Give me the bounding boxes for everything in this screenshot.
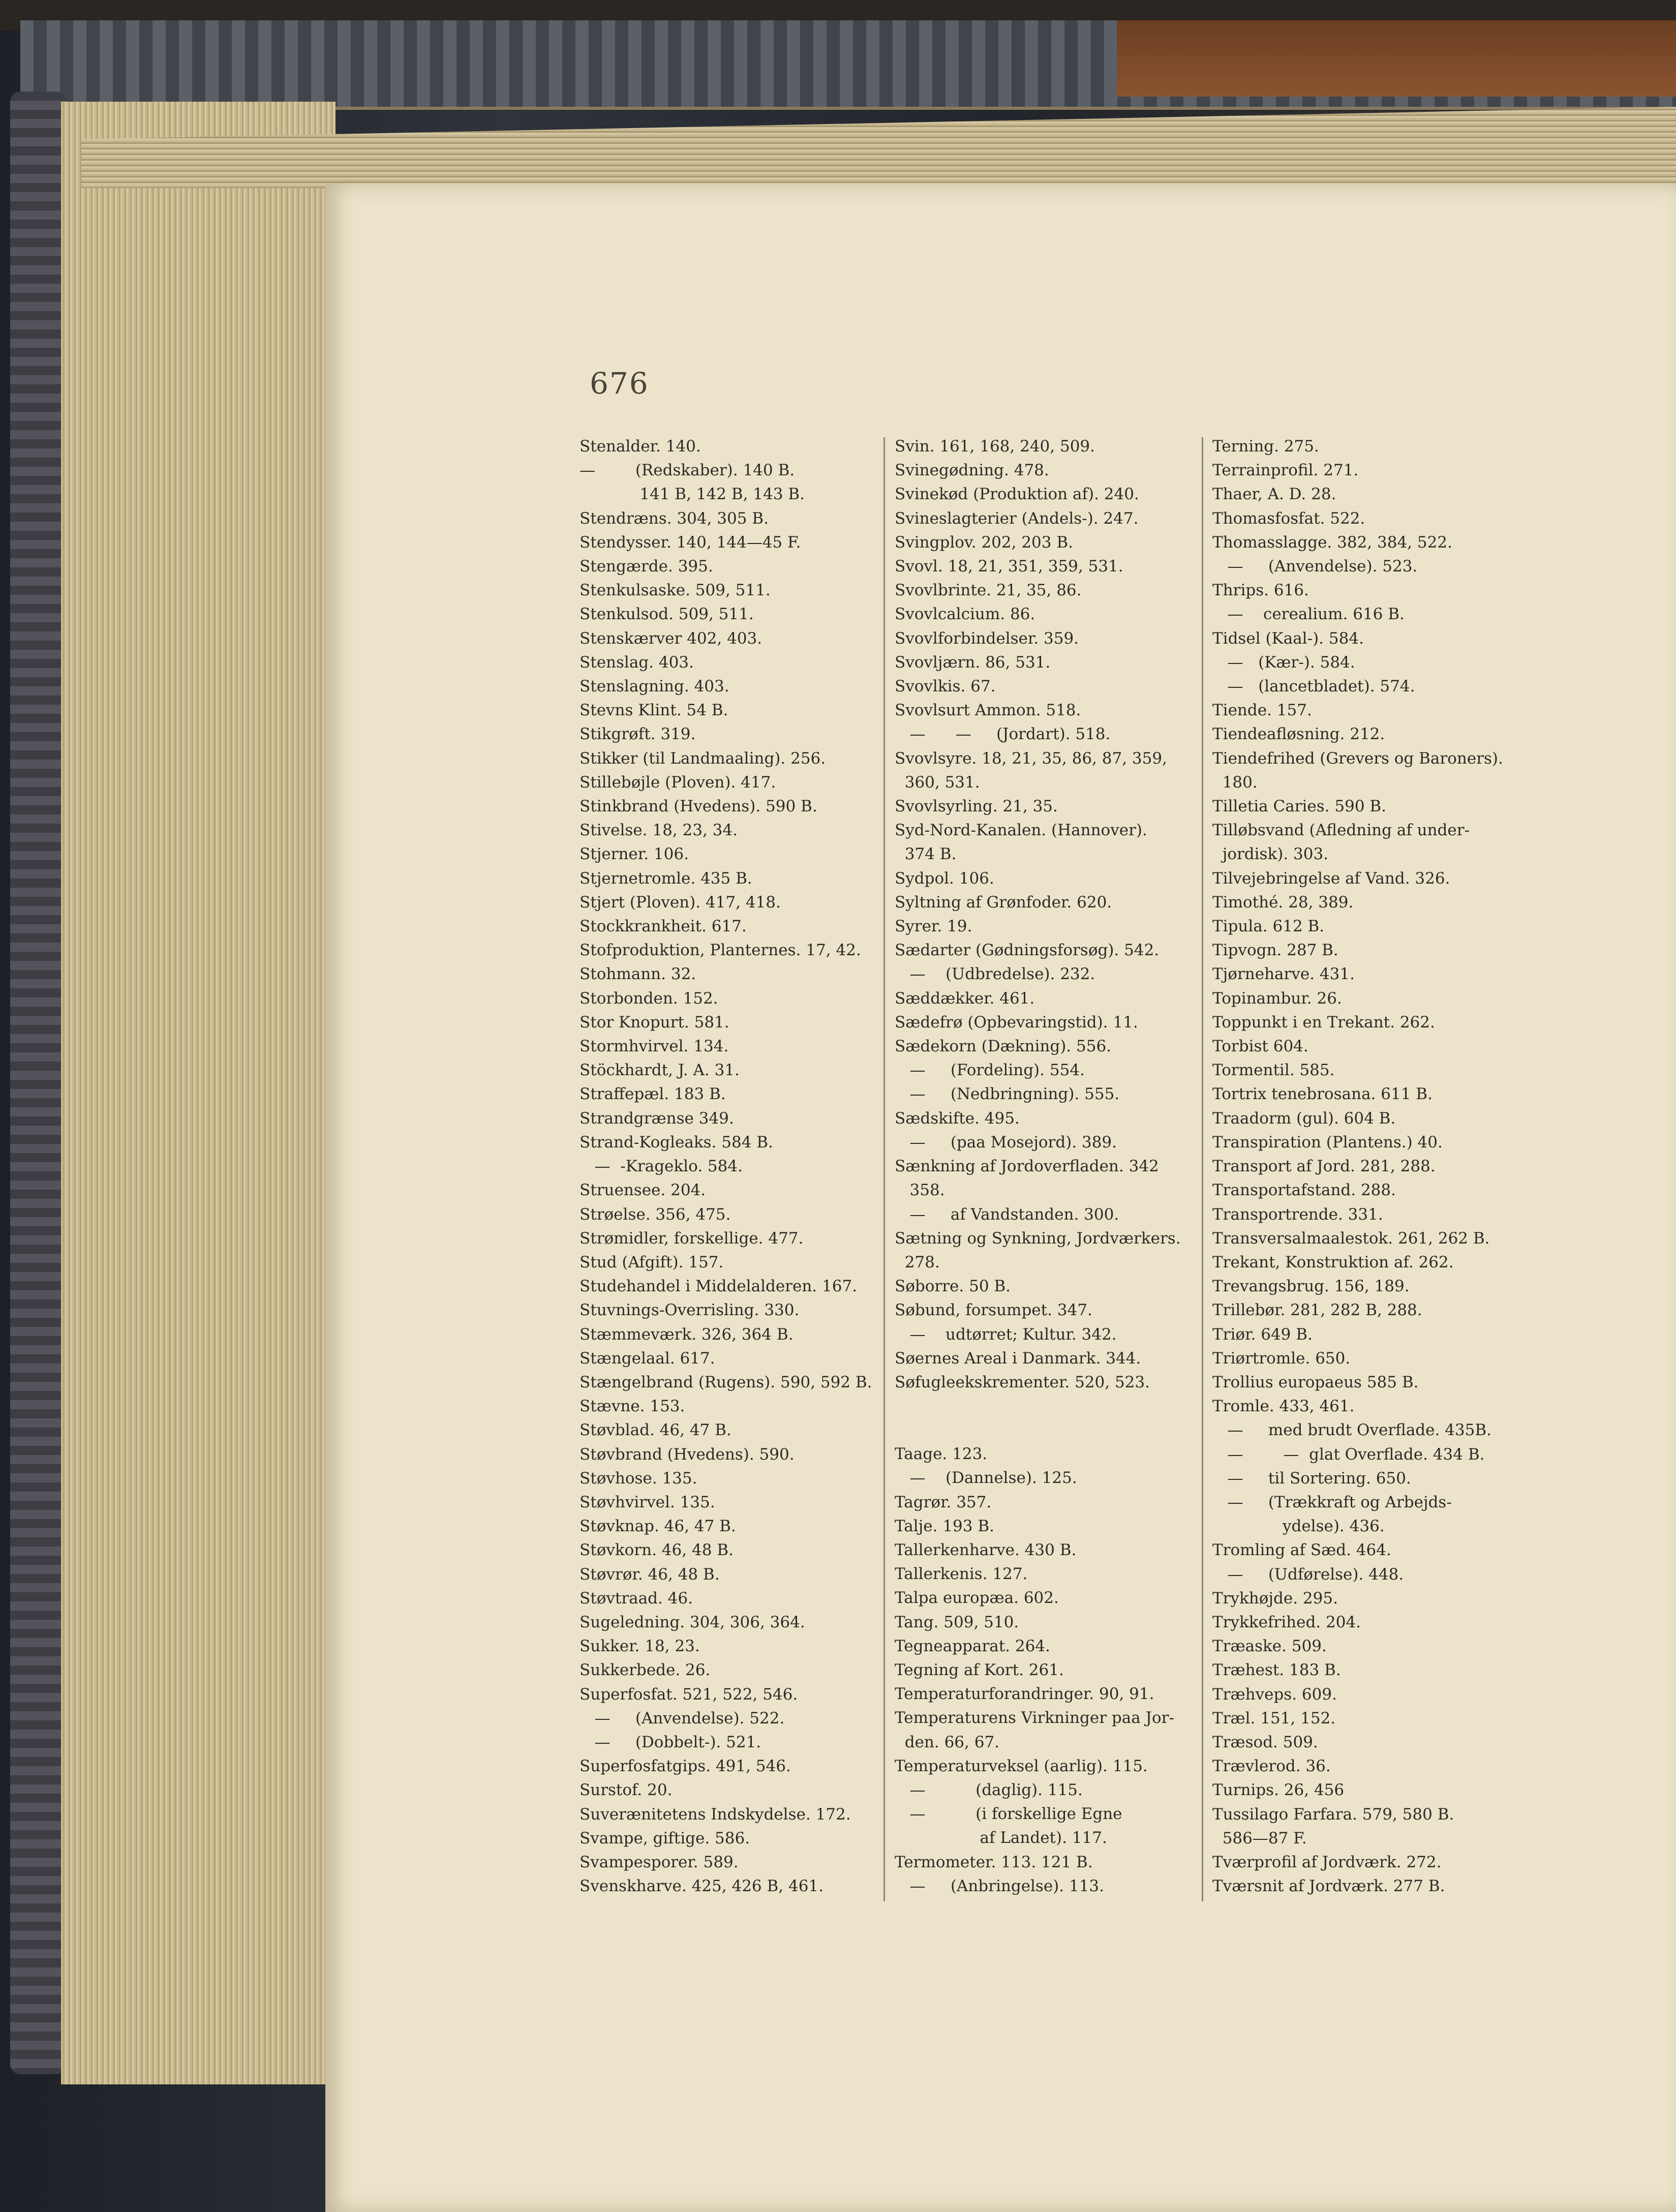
index-entry: Stævne. 153. (580, 1397, 685, 1416)
index-entry: Træsod. 509. (1212, 1733, 1318, 1751)
index-entry: — udtørret; Kultur. 342. (895, 1325, 1117, 1344)
index-entry: Transportafstand. 288. (1212, 1181, 1396, 1200)
index-entry: Svovlbrinte. 21, 35, 86. (895, 581, 1082, 600)
index-entry: Superfosfatgips. 491, 546. (580, 1757, 791, 1776)
index-entry: Triør. 649 B. (1212, 1325, 1313, 1344)
index-entry: — af Vandstanden. 300. (895, 1205, 1119, 1224)
index-entry: Tiendefrihed (Grevers og Baroners). (1212, 749, 1503, 768)
index-entry: — til Sortering. 650. (1212, 1469, 1411, 1488)
index-entry: Transversalmaalestok. 261, 262 B. (1212, 1229, 1490, 1248)
index-entry: Suverænitetens Indskydelse. 172. (580, 1805, 851, 1824)
index-entry: Stuvnings-Overrisling. 330. (580, 1301, 800, 1320)
index-entry: Syrer. 19. (895, 917, 972, 936)
index-entry: Støvhose. 135. (580, 1469, 697, 1488)
index-entry: Sukker. 18, 23. (580, 1637, 700, 1656)
index-entry: Terning. 275. (1212, 437, 1319, 456)
index-entry: — (paa Mosejord). 389. (895, 1133, 1117, 1152)
index-entry: Tiendeafløsning. 212. (1212, 725, 1385, 744)
index-entry: Stikker (til Landmaaling). 256. (580, 749, 826, 768)
index-entry: Stenalder. 140. (580, 437, 701, 456)
index-entry: Tortrix tenebrosana. 611 B. (1212, 1085, 1433, 1104)
index-entry: — — glat Overflade. 434 B. (1212, 1445, 1485, 1464)
index-entry: Thaer, A. D. 28. (1212, 485, 1336, 504)
index-entry: Tang. 509, 510. (895, 1613, 1019, 1631)
index-entry: Trillebør. 281, 282 B, 288. (1212, 1301, 1422, 1320)
index-entry: — (Fordeling). 554. (895, 1061, 1085, 1080)
index-entry: — (Trækkraft og Arbejds- (1212, 1493, 1452, 1511)
index-entry: Trekant, Konstruktion af. 262. (1212, 1253, 1454, 1271)
index-entry: Tallerkenharve. 430 B. (895, 1540, 1077, 1559)
index-entry: — (Dannelse). 125. (895, 1469, 1077, 1488)
index-entry: 360, 531. (895, 773, 980, 792)
index-entry: Stikgrøft. 319. (580, 725, 696, 744)
index-entry: Stivelse. 18, 23, 34. (580, 821, 738, 840)
index-entry: Stenslag. 403. (580, 653, 694, 672)
index-entry: Stöckhardt, J. A. 31. (580, 1061, 740, 1080)
index-entry: Støvkorn. 46, 48 B. (580, 1541, 734, 1560)
index-entry: Søborre. 50 B. (895, 1277, 1011, 1296)
index-entry: Termometer. 113. 121 B. (895, 1853, 1093, 1871)
index-entry: Terrainprofil. 271. (1212, 461, 1359, 480)
index-entry: Stenkulsaske. 509, 511. (580, 581, 771, 600)
index-entry: Støvhvirvel. 135. (580, 1493, 715, 1511)
index-entry: Støvbrand (Hvedens). 590. (580, 1445, 795, 1464)
index-entry: Tiende. 157. (1212, 701, 1312, 720)
index-entry: Tilvejebringelse af Vand. 326. (1212, 869, 1450, 888)
page-edges-left (61, 102, 336, 2084)
index-entry: Turnips. 26, 456 (1212, 1781, 1345, 1800)
index-entry: Talje. 193 B. (895, 1517, 994, 1535)
book-headband (20, 20, 1676, 110)
index-entry: Stor Knopurt. 581. (580, 1013, 729, 1032)
index-entry: Svovlcalcium. 86. (895, 605, 1035, 624)
index-column-1 (580, 435, 879, 1898)
index-entry: Svovlsyrling. 21, 35. (895, 797, 1058, 816)
index-entry: den. 66, 67. (895, 1733, 1000, 1751)
index-entry: af Landet). 117. (895, 1829, 1107, 1847)
column-rule-1 (883, 437, 885, 1901)
index-entry: Sæddækker. 461. (895, 989, 1035, 1008)
index-entry: Stendysser. 140, 144—45 F. (580, 533, 801, 552)
index-entry: Stohmann. 32. (580, 965, 696, 984)
index-entry: Tipula. 612 B. (1212, 917, 1325, 936)
index-entry: Strøelse. 356, 475. (580, 1205, 731, 1224)
index-entry: Superfosfat. 521, 522, 546. (580, 1685, 798, 1704)
index-entry: Transport af Jord. 281, 288. (1212, 1157, 1436, 1176)
index-entry: Stofproduktion, Planternes. 17, 42. (580, 941, 861, 960)
index-entry: Temperaturens Virkninger paa Jor- (895, 1709, 1174, 1728)
index-entry: Svineslagterier (Andels-). 247. (895, 509, 1139, 528)
index-entry: — (lancetbladet). 574. (1212, 677, 1415, 696)
index-entry: Stud (Afgift). 157. (580, 1253, 724, 1271)
index-entry: Sædefrø (Opbevaringstid). 11. (895, 1013, 1138, 1032)
index-entry: Trevangsbrug. 156, 189. (1212, 1277, 1410, 1296)
index-entry: Triørtromle. 650. (1212, 1349, 1351, 1368)
index-entry: Sænkning af Jordoverfladen. 342 (895, 1157, 1159, 1176)
index-entry: Svin. 161, 168, 240, 509. (895, 437, 1095, 456)
index-entry: Svovlsyre. 18, 21, 35, 86, 87, 359, (895, 749, 1167, 768)
index-entry: Storbonden. 152. (580, 989, 718, 1008)
index-entry: Surstof. 20. (580, 1781, 673, 1800)
index-entry: Tromling af Sæd. 464. (1212, 1541, 1391, 1560)
index-entry: Tværprofil af Jordværk. 272. (1212, 1853, 1442, 1871)
index-entry: Støvblad. 46, 47 B. (580, 1421, 732, 1440)
index-entry: Syd-Nord-Kanalen. (Hannover). (895, 821, 1147, 840)
index-entry: Timothé. 28, 389. (1212, 893, 1354, 912)
index-entry: — cerealium. 616 B. (1212, 605, 1405, 624)
index-entry: Svinegødning. 478. (895, 461, 1049, 480)
index-entry: Stillebøjle (Ploven). 417. (580, 773, 776, 792)
index-entry: Svenskharve. 425, 426 B, 461. (580, 1877, 824, 1896)
index-entry: Søfugleekskrementer. 520, 523. (895, 1373, 1150, 1391)
index-entry: Strand-Kogleaks. 584 B. (580, 1133, 773, 1152)
index-entry: Tjørneharve. 431. (1212, 965, 1355, 984)
index-entry: — (Anbringelse). 113. (895, 1876, 1105, 1895)
index-entry: 374 B. (895, 845, 957, 864)
index-entry: — (Redskaber). 140 B. (580, 461, 795, 480)
index-entry: Støvknap. 46, 47 B. (580, 1517, 736, 1536)
index-entry: Stengærde. 395. (580, 557, 713, 576)
index-entry: Temperaturforandringer. 90, 91. (895, 1685, 1154, 1704)
index-entry: Tipvogn. 287 B. (1212, 941, 1338, 960)
index-entry: Tagrør. 357. (895, 1493, 992, 1511)
index-entry: Straffepæl. 183 B. (580, 1085, 726, 1104)
index-entry: Stængelbrand (Rugens). 590, 592 B. (580, 1373, 872, 1391)
index-entry: Studehandel i Middelalderen. 167. (580, 1277, 858, 1296)
index-entry: Tromle. 433, 461. (1212, 1397, 1355, 1416)
index-entry: Søernes Areal i Danmark. 344. (895, 1349, 1141, 1368)
column-rule-2 (1202, 437, 1203, 1901)
index-entry: Svovljærn. 86, 531. (895, 653, 1051, 672)
index-entry: Thomasfosfat. 522. (1212, 509, 1365, 528)
index-entry: — (Anvendelse). 523. (1212, 557, 1418, 576)
index-entry: Torbist 604. (1212, 1037, 1308, 1056)
index-entry: — (Nedbringning). 555. (895, 1085, 1120, 1104)
index-entry: Støvrør. 46, 48 B. (580, 1565, 720, 1584)
index-entry: Stenslagning. 403. (580, 677, 729, 696)
index-entry: Stormhvirvel. 134. (580, 1037, 729, 1056)
index-entry: Transpiration (Plantens.) 40. (1212, 1133, 1443, 1152)
index-entry: ydelse). 436. (1212, 1517, 1385, 1536)
index-entry: Stjert (Ploven). 417, 418. (580, 893, 781, 912)
index-entry: Træaske. 509. (1212, 1637, 1327, 1656)
index-entry: Sukkerbede. 26. (580, 1661, 711, 1680)
index-entry: 586—87 F. (1212, 1829, 1307, 1847)
index-entry: Træhveps. 609. (1212, 1685, 1337, 1704)
index-entry: Sydpol. 106. (895, 869, 994, 888)
index-entry: Tidsel (Kaal-). 584. (1212, 629, 1364, 648)
index-entry: Talpa europæa. 602. (895, 1589, 1059, 1608)
index-entry: Træl. 151, 152. (1212, 1709, 1336, 1728)
index-entry: Tegneapparat. 264. (895, 1637, 1050, 1655)
index-entry: Toppunkt i en Trekant. 262. (1212, 1013, 1435, 1032)
index-entry: Sædskifte. 495. (895, 1109, 1020, 1128)
index-entry: Traadorm (gul). 604 B. (1212, 1109, 1396, 1128)
index-entry: — (Dobbelt-). 521. (580, 1733, 761, 1751)
index-entry: Stjernetromle. 435 B. (580, 869, 752, 888)
index-entry: Søbund, forsumpet. 347. (895, 1301, 1092, 1320)
index-entry: Svinekød (Produktion af). 240. (895, 485, 1139, 504)
index-entry: Trollius europaeus 585 B. (1212, 1373, 1419, 1391)
index-entry: Tegning af Kort. 261. (895, 1660, 1064, 1679)
index-entry: Støvtraad. 46. (580, 1589, 693, 1608)
index-entry: Trykkefrihed. 204. (1212, 1613, 1361, 1631)
index-entry: Tilletia Caries. 590 B. (1212, 797, 1387, 816)
index-entry: Stenskærver 402, 403. (580, 629, 763, 648)
index-entry: Svovlkis. 67. (895, 677, 996, 696)
page-number: 676 (590, 366, 649, 401)
index-entry: Trykhøjde. 295. (1212, 1589, 1338, 1608)
index-entry: 358. (895, 1181, 945, 1200)
index-entry: — (daglig). 115. (895, 1780, 1083, 1799)
index-entry: Svovlsurt Ammon. 518. (895, 701, 1081, 720)
index-entry: — (Udbredelse). 232. (895, 965, 1095, 984)
index-entry: Sætning og Synkning, Jordværkers. (895, 1229, 1181, 1248)
index-entry: Tilløbsvand (Afledning af under- (1212, 821, 1470, 840)
index-entry: Taage. 123. (895, 1445, 988, 1464)
index-entry: Stockkrankheit. 617. (580, 917, 747, 936)
index-column-3 (1212, 435, 1517, 1898)
index-entry: 278. (895, 1253, 940, 1271)
index-entry: Trævlerod. 36. (1212, 1757, 1331, 1776)
index-entry: Stinkbrand (Hvedens). 590 B. (580, 797, 817, 816)
book-spine (10, 92, 66, 2074)
index-entry: Tallerkenis. 127. (895, 1565, 1028, 1584)
index-entry: Stendræns. 304, 305 B. (580, 509, 769, 528)
index-entry: Tussilago Farfara. 579, 580 B. (1212, 1805, 1454, 1824)
worn-spine-leather (1117, 20, 1676, 97)
index-entry: Stevns Klint. 54 B. (580, 701, 728, 720)
index-entry: 180. (1212, 773, 1258, 792)
index-entry: — (Kær-). 584. (1212, 653, 1355, 672)
index-entry: Stenkulsod. 509, 511. (580, 605, 754, 624)
index-entry: Sædarter (Gødningsforsøg). 542. (895, 941, 1160, 960)
index-entry: — med brudt Overflade. 435B. (1212, 1421, 1492, 1440)
index-entry: Thrips. 616. (1212, 581, 1309, 600)
index-entry: Struensee. 204. (580, 1181, 706, 1200)
index-entry: Sugeledning. 304, 306, 364. (580, 1613, 805, 1631)
index-entry: — (i forskellige Egne (895, 1805, 1122, 1824)
index-entry: Temperaturveksel (aarlig). 115. (895, 1756, 1148, 1775)
index-entry: — (Udførelse). 448. (1212, 1565, 1404, 1584)
index-entry: Transportrende. 331. (1212, 1205, 1383, 1224)
index-entry: Thomasslagge. 382, 384, 522. (1212, 533, 1452, 552)
index-entry: — -Krageklo. 584. (580, 1157, 743, 1176)
index-entry: Syltning af Grønfoder. 620. (895, 893, 1112, 912)
index-entry: Svampe, giftige. 586. (580, 1829, 750, 1847)
index-entry: Stjerner. 106. (580, 845, 689, 864)
index-entry: Svovl. 18, 21, 351, 359, 531. (895, 557, 1123, 576)
index-entry (895, 1418, 1190, 1442)
index-entry (895, 1395, 1190, 1418)
index-entry: Svovlforbindelser. 359. (895, 629, 1079, 648)
index-entry: Svingplov. 202, 203 B. (895, 533, 1073, 552)
index-entry: Topinambur. 26. (1212, 989, 1342, 1008)
index-entry: Træhest. 183 B. (1212, 1661, 1341, 1680)
index-entry: Svampesporer. 589. (580, 1853, 739, 1871)
index-entry: — — (Jordart). 518. (895, 725, 1111, 744)
index-entry: Stængelaal. 617. (580, 1349, 715, 1368)
index-entry: Tværsnit af Jordværk. 277 B. (1212, 1877, 1445, 1896)
index-column-2 (895, 435, 1190, 1898)
index-entry: Tormentil. 585. (1212, 1061, 1335, 1080)
index-entry: Strandgrænse 349. (580, 1109, 734, 1128)
index-entry: Strømidler, forskellige. 477. (580, 1229, 804, 1248)
index-entry: 141 B, 142 B, 143 B. (580, 485, 805, 504)
index-entry: Stæmmeværk. 326, 364 B. (580, 1325, 794, 1344)
index-entry: — (Anvendelse). 522. (580, 1709, 785, 1728)
index-entry: Sædekorn (Dækning). 556. (895, 1037, 1112, 1056)
index-entry: jordisk). 303. (1212, 845, 1329, 864)
